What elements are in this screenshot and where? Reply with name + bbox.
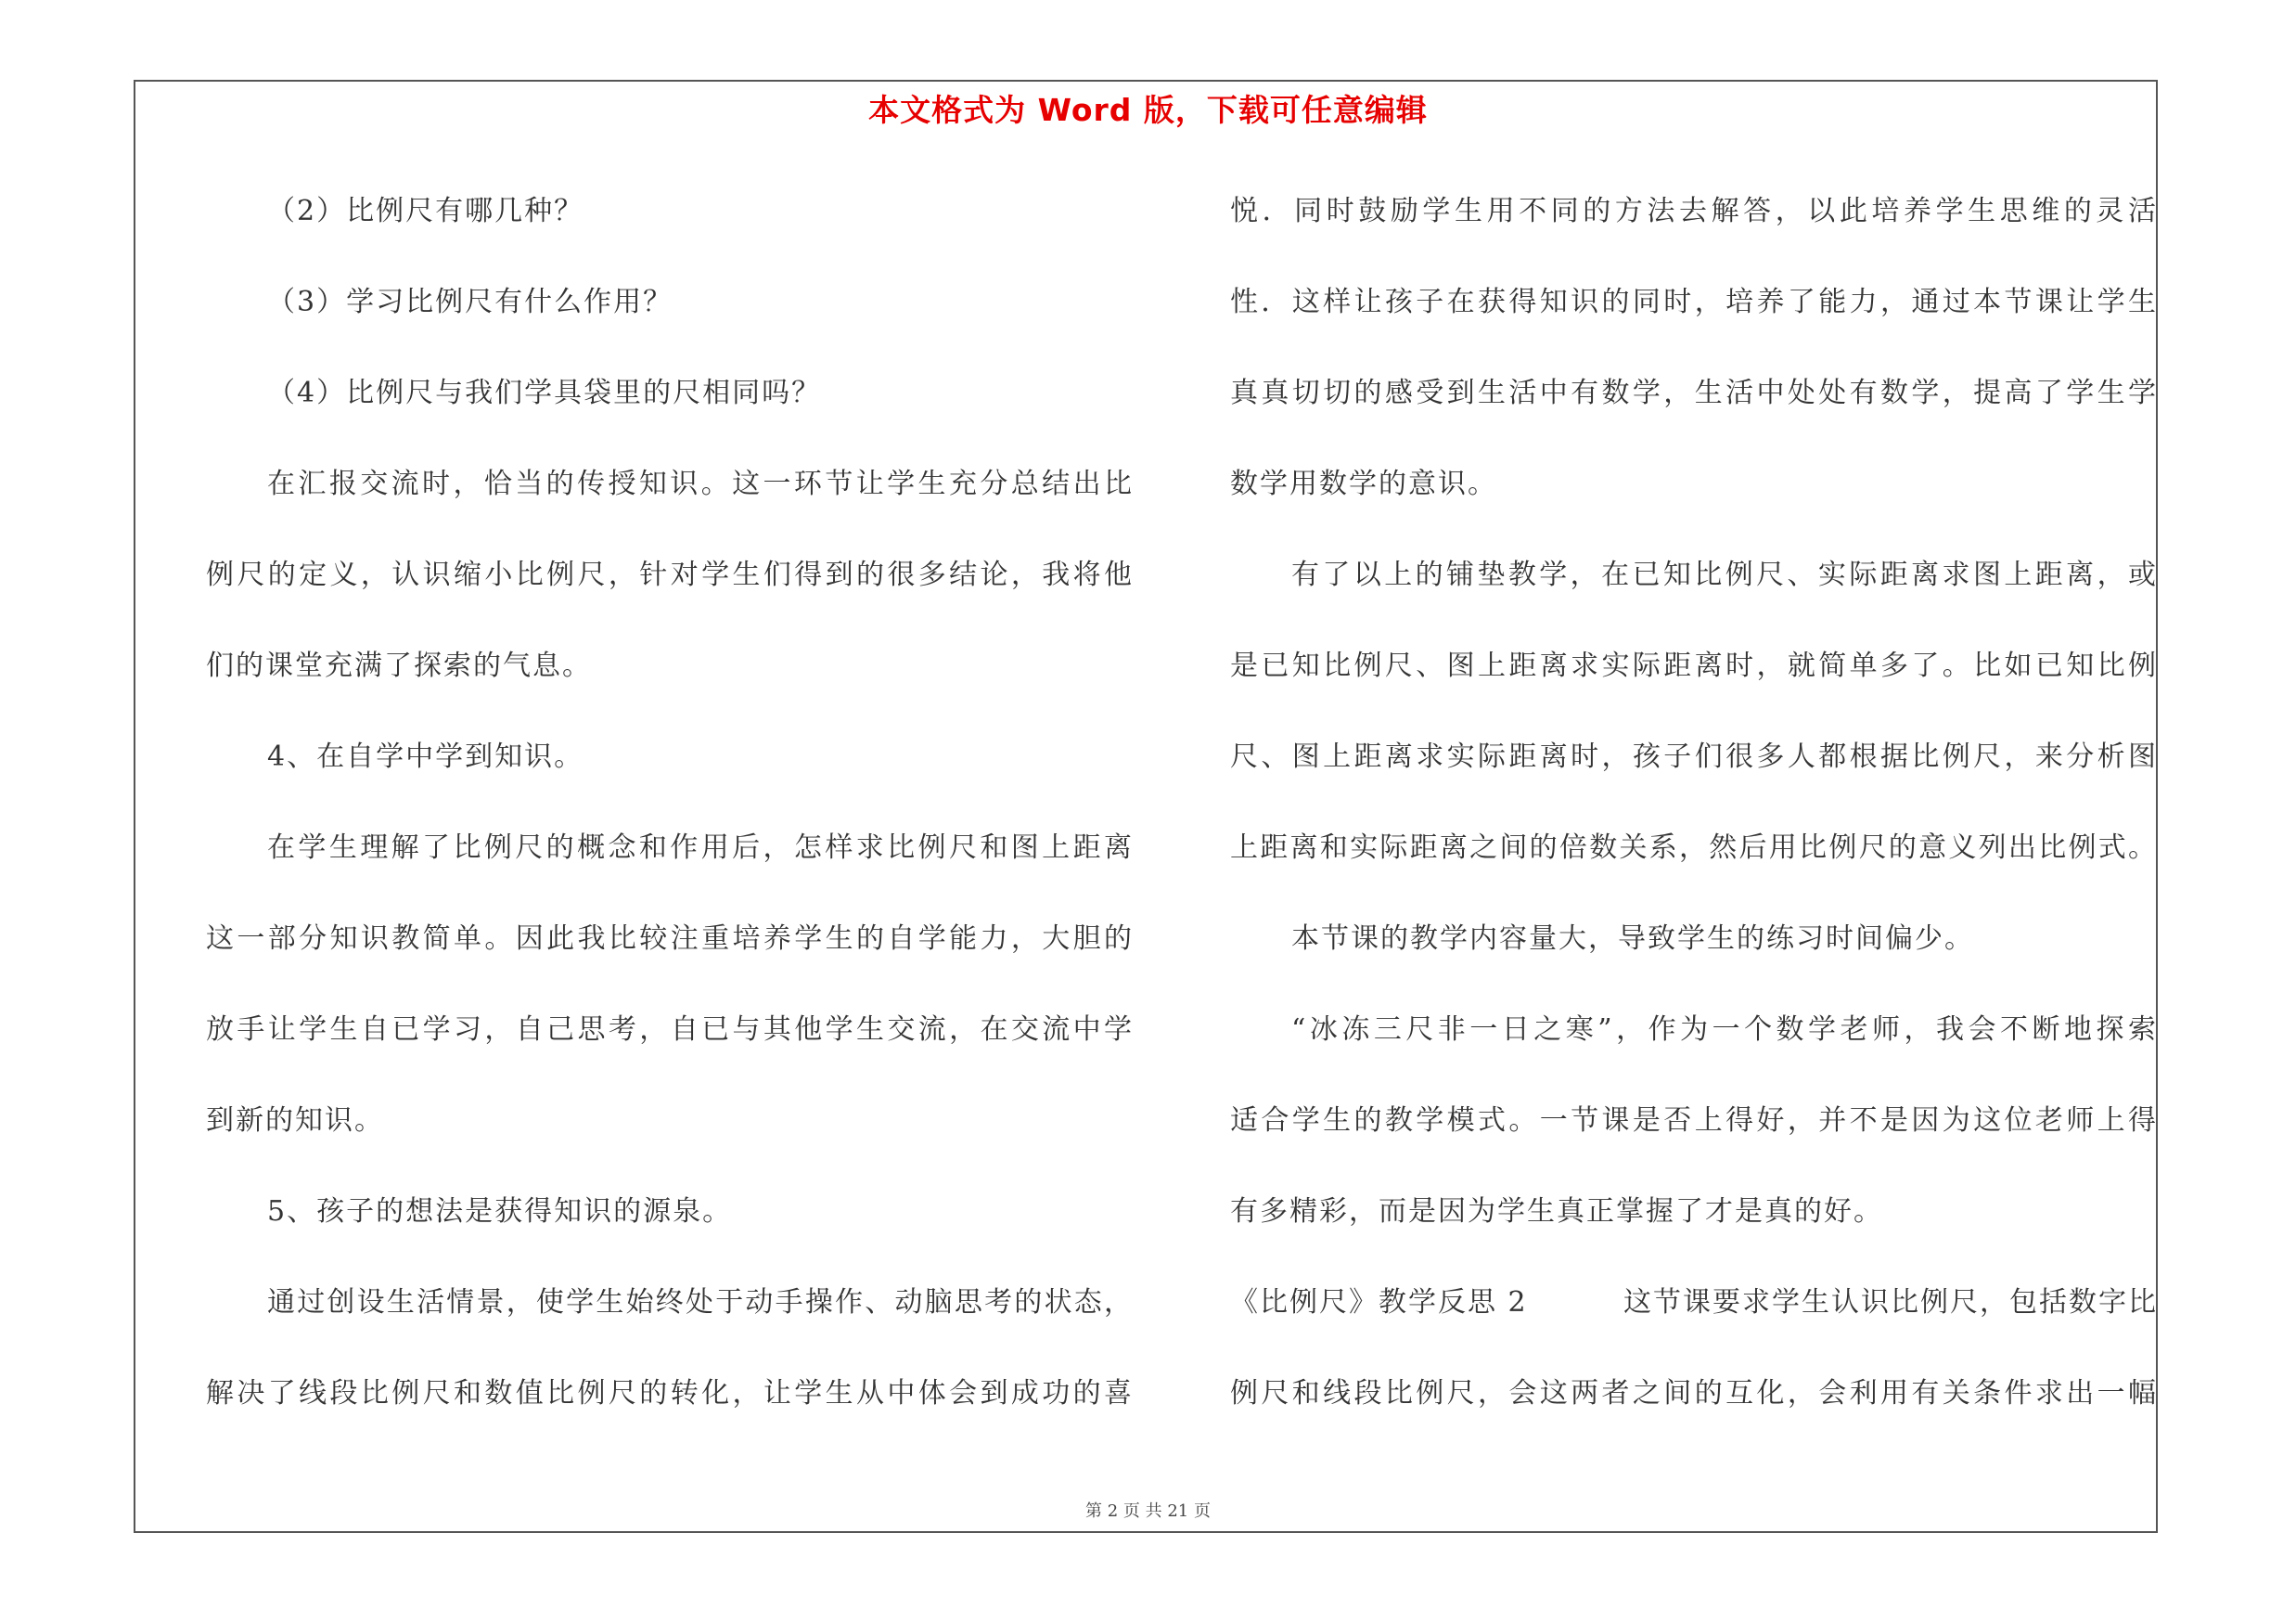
paragraph-line: 这一部分知识教简单。因此我比较注重培养学生的自学能力，大胆的 [206,922,1134,955]
paragraph-line: 性．这样让孩子在获得知识的同时，培养了能力，通过本节课让学生 [1230,286,2158,318]
right-column [1230,182,2158,1455]
paragraph-line: 有了以上的铺垫教学，在已知比例尺、实际距离求图上距离，或 [1291,559,2158,591]
paragraph-line: （3）学习比例尺有什么作用？ [267,286,673,318]
paragraph-line: （2）比例尺有哪几种？ [267,195,584,227]
paragraph-line: 通过创设生活情景，使学生始终处于动手操作、动脑思考的状态， [267,1286,1134,1319]
paragraph-line: 本节课的教学内容量大，导致学生的练习时间偏少。 [1291,922,1974,955]
paragraph-line: 数学用数学的意识。 [1230,468,1497,500]
paragraph-line: 有多精彩，而是因为学生真正掌握了才是真的好。 [1230,1195,1883,1228]
paragraph-line: 尺、图上距离求实际距离时，孩子们很多人都根据比例尺，来分析图 [1230,741,2158,773]
left-column [206,182,1134,1455]
header-banner: 本文格式为 Word 版，下载可任意编辑 [868,92,1428,128]
paragraph-line: 这节课要求学生认识比例尺，包括数字比 [1623,1286,2158,1319]
section-title: 《比例尺》教学反思 2 [1230,1286,1528,1319]
paragraph-line: 们的课堂充满了探索的气息。 [206,650,592,682]
section-title-row [1230,1273,2158,1364]
paragraph-line: “冰冻三尺非一日之寒”，作为一个数学老师，我会不断地探索 [1291,1013,2158,1046]
paragraph-line: 在学生理解了比例尺的概念和作用后，怎样求比例尺和图上距离 [267,831,1134,864]
paragraph-line: 到新的知识。 [206,1104,384,1137]
paragraph-line: （4）比例尺与我们学具袋里的尺相同吗？ [267,377,822,409]
paragraph-line: 例尺的定义，认识缩小比例尺，针对学生们得到的很多结论，我将他 [206,559,1134,591]
section-heading: 5、孩子的想法是获得知识的源泉。 [267,1195,733,1228]
paragraph-line: 是已知比例尺、图上距离求实际距离时，就简单多了。比如已知比例 [1230,650,2158,682]
paragraph-line: 解决了线段比例尺和数值比例尺的转化，让学生从中体会到成功的喜 [206,1377,1134,1410]
paragraph-line: 适合学生的教学模式。一节课是否上得好，并不是因为这位老师上得 [1230,1104,2158,1137]
paragraph-line: 在汇报交流时，恰当的传授知识。这一环节让学生充分总结出比 [267,468,1134,500]
paragraph-line: 例尺和线段比例尺，会这两者之间的互化，会利用有关条件求出一幅 [1230,1377,2158,1410]
section-heading: 4、在自学中学到知识。 [267,741,584,773]
paragraph-line: 悦．同时鼓励学生用不同的方法去解答，以此培养学生思维的灵活 [1230,195,2158,227]
paragraph-line: 上距离和实际距离之间的倍数关系，然后用比例尺的意义列出比例式。 [1230,831,2158,864]
page-number: 第 2 页 共 21 页 [1085,1501,1211,1521]
paragraph-line: 真真切切的感受到生活中有数学，生活中处处有数学，提高了学生学 [1230,377,2158,409]
paragraph-line: 放手让学生自已学习，自己思考，自已与其他学生交流，在交流中学 [206,1013,1134,1046]
